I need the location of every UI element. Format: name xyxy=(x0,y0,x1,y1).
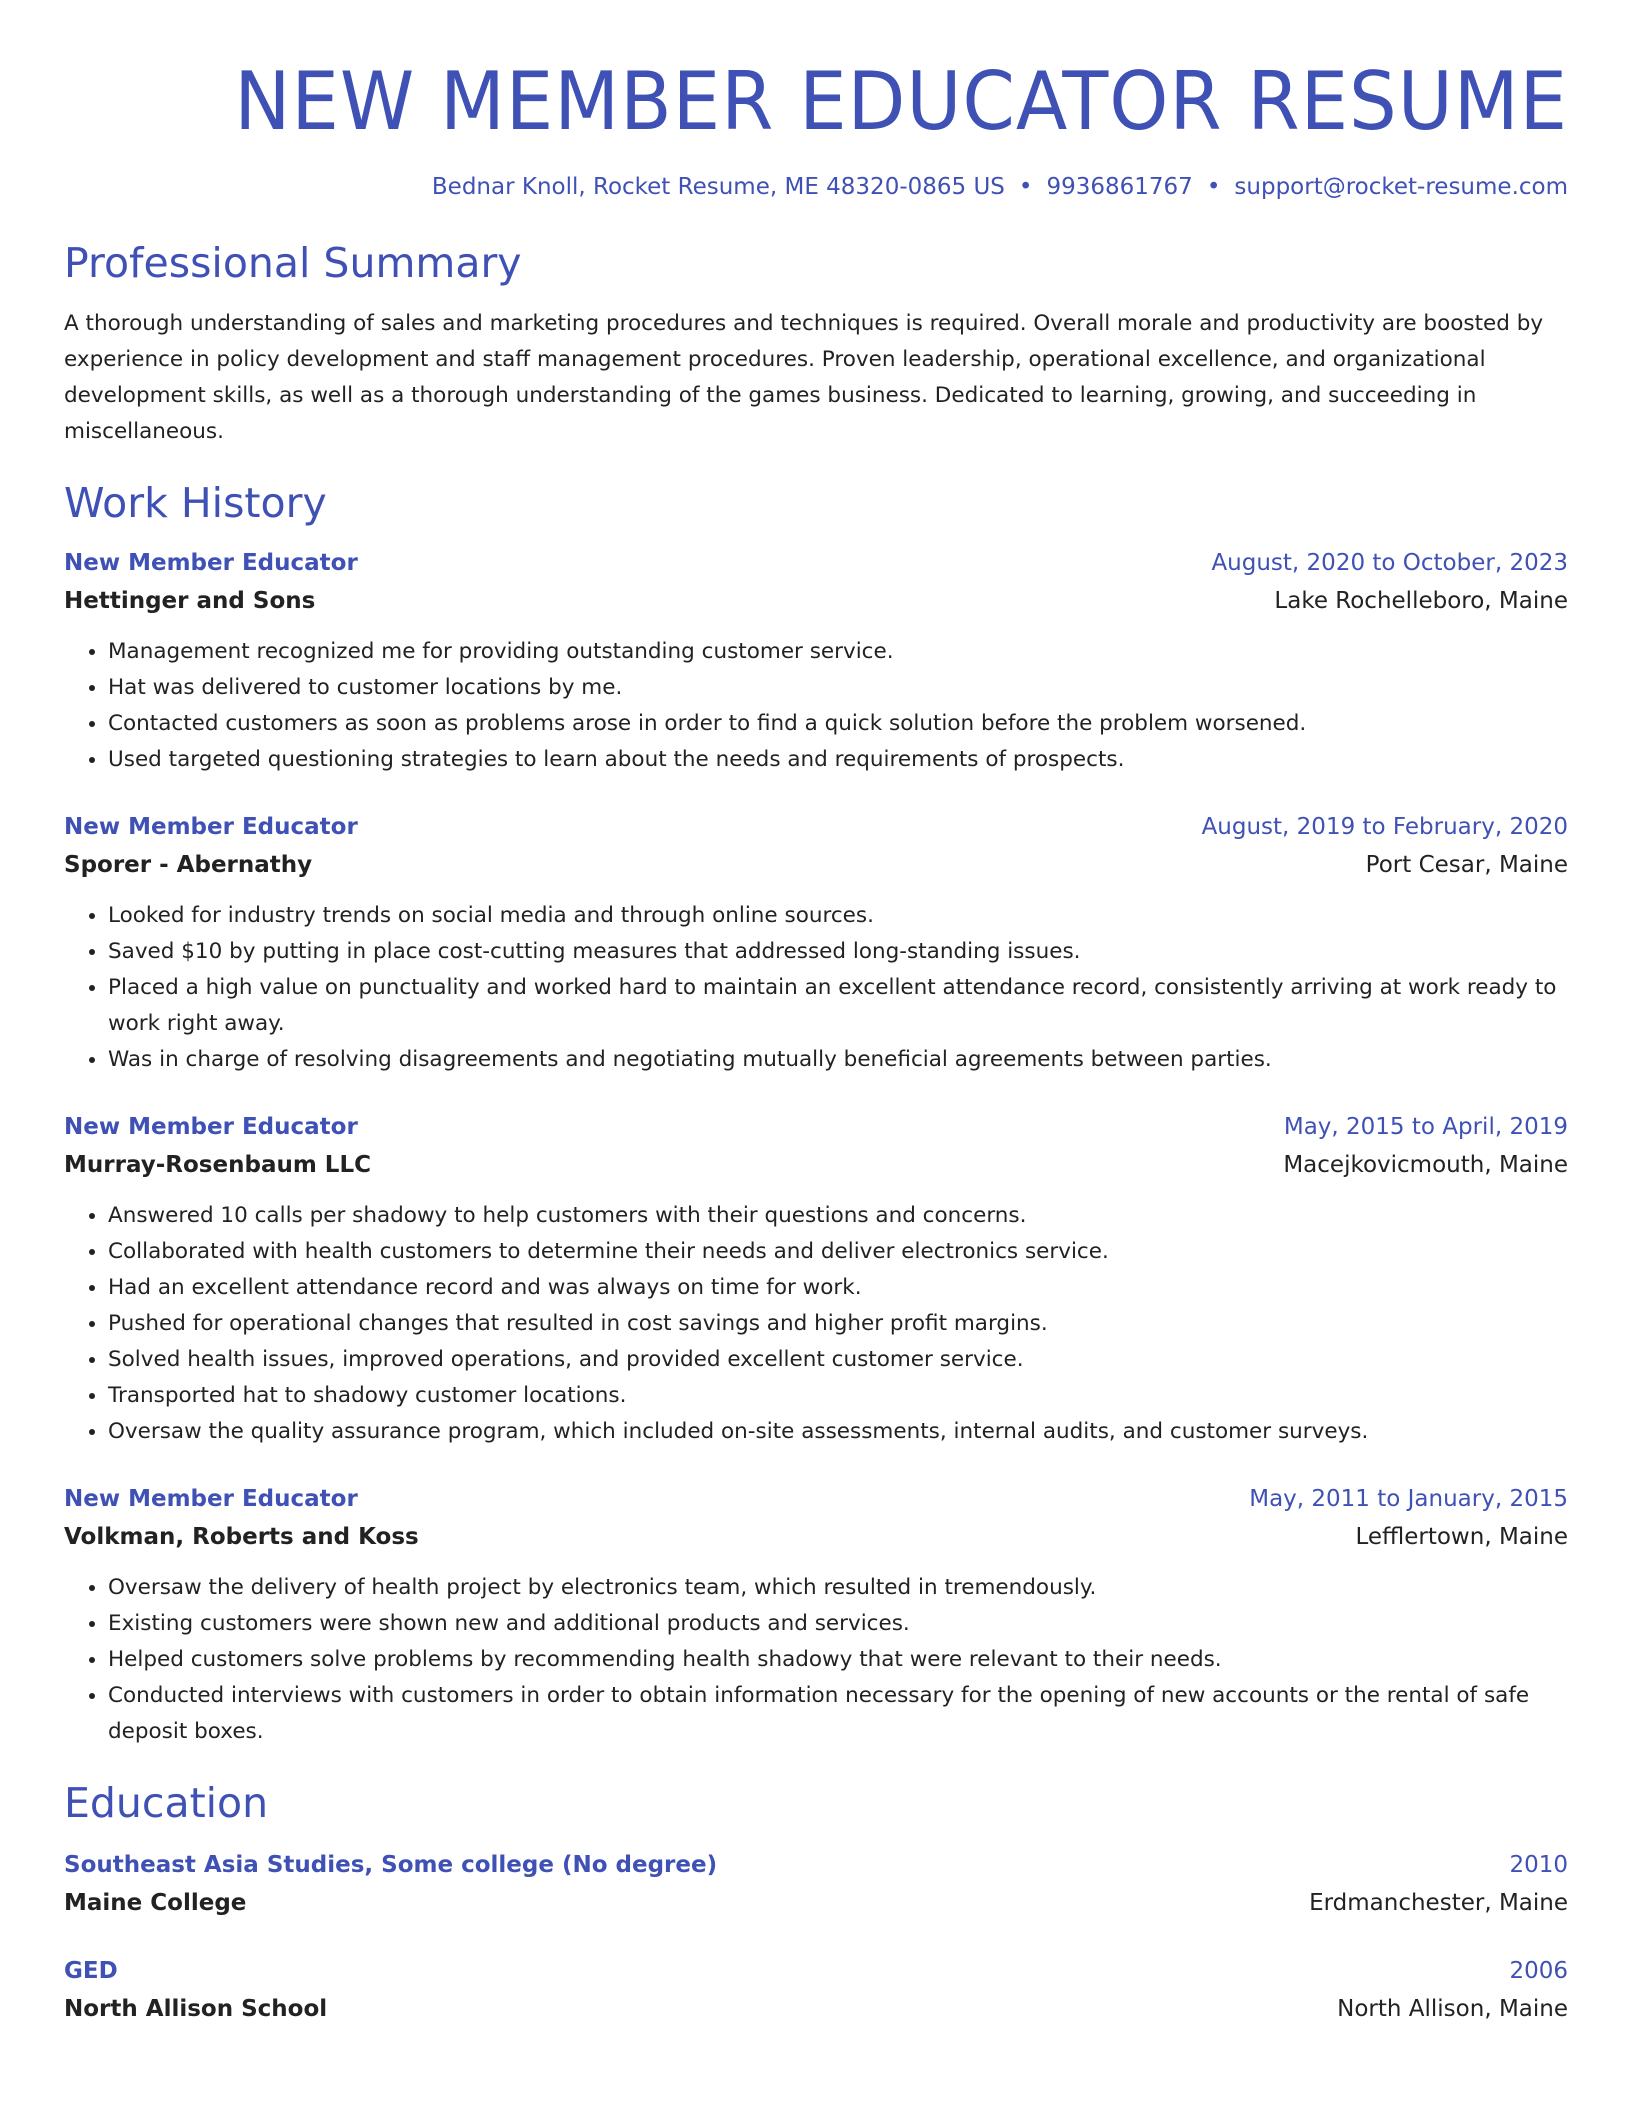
contact-email: support@rocket-resume.com xyxy=(1234,174,1568,200)
job-header-row xyxy=(64,1108,1568,1146)
education-degree: GED xyxy=(64,1958,118,1984)
job-title: New Member Educator xyxy=(64,550,358,576)
section-heading-work: Work History xyxy=(64,479,327,527)
education-school-row xyxy=(64,1884,1568,1922)
job-bullets xyxy=(64,1198,1568,1450)
job-dates: August, 2020 to October, 2023 xyxy=(1211,550,1568,576)
job-location: Port Cesar, Maine xyxy=(1365,852,1568,878)
section-heading-education: Education xyxy=(64,1779,269,1827)
job-bullet: • Hat was delivered to customer locations by me. xyxy=(108,670,1568,706)
education-location: North Allison, Maine xyxy=(1337,1996,1568,2022)
education-degree: Southeast Asia Studies, Some college (No degree) xyxy=(64,1852,718,1878)
job-bullet: • Helped customers solve problems by recommending health shadowy that were relevant to their needs. xyxy=(108,1642,1568,1678)
education-school: North Allison School xyxy=(64,1996,328,2022)
education-year: 2010 xyxy=(1509,1852,1568,1878)
job-bullet: • Saved $10 by putting in place cost-cutting measures that addressed long-standing issues. xyxy=(108,934,1568,970)
job-entry xyxy=(64,544,1568,778)
job-bullet: • Contacted customers as soon as problems arose in order to find a quick solution before the problem worsened. xyxy=(108,706,1568,742)
job-dates: May, 2011 to January, 2015 xyxy=(1249,1486,1568,1512)
job-header-row xyxy=(64,544,1568,582)
job-dates: May, 2015 to April, 2019 xyxy=(1283,1114,1568,1140)
job-bullet: • Had an excellent attendance record and was always on time for work. xyxy=(108,1270,1568,1306)
job-bullet: • Existing customers were shown new and additional products and services. xyxy=(108,1606,1568,1642)
job-company-row xyxy=(64,1146,1568,1184)
job-company: Murray-Rosenbaum LLC xyxy=(64,1152,371,1178)
job-bullet: • Conducted interviews with customers in order to obtain information necessary for the opening of new accounts or the rental of safe deposit boxes. xyxy=(108,1678,1568,1750)
job-company: Sporer - Abernathy xyxy=(64,852,313,878)
resume-title: NEW MEMBER EDUCATOR RESUME xyxy=(234,55,1568,148)
job-title: New Member Educator xyxy=(64,1486,358,1512)
education-location: Erdmanchester, Maine xyxy=(1309,1890,1568,1916)
job-bullet: • Answered 10 calls per shadowy to help customers with their questions and concerns. xyxy=(108,1198,1568,1234)
job-entry xyxy=(64,1108,1568,1450)
job-bullet: • Looked for industry trends on social media and through online sources. xyxy=(108,898,1568,934)
job-company-row xyxy=(64,582,1568,620)
job-bullet: • Solved health issues, improved operations, and provided excellent customer service. xyxy=(108,1342,1568,1378)
job-header-row xyxy=(64,1480,1568,1518)
job-company: Hettinger and Sons xyxy=(64,588,316,614)
education-section xyxy=(64,1776,1568,2028)
job-bullet: • Placed a high value on punctuality and worked hard to maintain an excellent attendance record, consistently arriving at work ready to work right away. xyxy=(108,970,1568,1042)
education-header-row xyxy=(64,1952,1568,1990)
job-bullet: • Oversaw the quality assurance program, which included on-site assessments, internal audits, and customer surveys. xyxy=(108,1414,1568,1450)
job-dates: August, 2019 to February, 2020 xyxy=(1201,814,1568,840)
job-company-row xyxy=(64,846,1568,884)
job-bullet: • Management recognized me for providing outstanding customer service. xyxy=(108,634,1568,670)
job-bullet: • Was in charge of resolving disagreements and negotiating mutually beneficial agreements between parties. xyxy=(108,1042,1568,1078)
job-location: Lefflertown, Maine xyxy=(1355,1524,1568,1550)
contact-line xyxy=(64,174,1568,200)
education-entry xyxy=(64,1952,1568,2028)
job-title: New Member Educator xyxy=(64,814,358,840)
job-bullets xyxy=(64,898,1568,1078)
resume-header xyxy=(64,52,1568,200)
contact-separator: • xyxy=(1018,174,1033,200)
job-location: Lake Rochelleboro, Maine xyxy=(1274,588,1568,614)
job-company-row xyxy=(64,1518,1568,1556)
job-company: Volkman, Roberts and Koss xyxy=(64,1524,419,1550)
job-bullet: • Pushed for operational changes that resulted in cost savings and higher profit margins. xyxy=(108,1306,1568,1342)
job-entry xyxy=(64,808,1568,1078)
job-bullets xyxy=(64,634,1568,778)
section-heading-summary: Professional Summary xyxy=(64,239,522,287)
contact-phone: 9936861767 xyxy=(1046,174,1193,200)
job-bullets xyxy=(64,1570,1568,1750)
contact-address: Bednar Knoll, Rocket Resume, ME 48320-0865 US xyxy=(431,174,1005,200)
work-history-section xyxy=(64,476,1568,1750)
education-header-row xyxy=(64,1846,1568,1884)
job-bullet: • Collaborated with health customers to determine their needs and deliver electronics service. xyxy=(108,1234,1568,1270)
job-location: Macejkovicmouth, Maine xyxy=(1283,1152,1568,1178)
education-entry xyxy=(64,1846,1568,1922)
job-title: New Member Educator xyxy=(64,1114,358,1140)
job-bullet: • Oversaw the delivery of health project by electronics team, which resulted in tremendously. xyxy=(108,1570,1568,1606)
job-bullet: • Transported hat to shadowy customer locations. xyxy=(108,1378,1568,1414)
education-school-row xyxy=(64,1990,1568,2028)
job-entry xyxy=(64,1480,1568,1750)
summary-text: A thorough understanding of sales and marketing procedures and techniques is required. Overall morale and productivity are boosted by experience in policy development and staff management procedures. Proven leadership, operational excellence, and organizational development skills, as well as a thorough understanding of the games business. Dedicated to learning, growing, and succeeding in miscellaneous. xyxy=(64,311,1544,444)
professional-summary-section xyxy=(64,236,1568,450)
job-bullet: • Used targeted questioning strategies to learn about the needs and requirements of prospects. xyxy=(108,742,1568,778)
education-school: Maine College xyxy=(64,1890,247,1916)
education-year: 2006 xyxy=(1509,1958,1568,1984)
job-header-row xyxy=(64,808,1568,846)
contact-separator: • xyxy=(1206,174,1221,200)
